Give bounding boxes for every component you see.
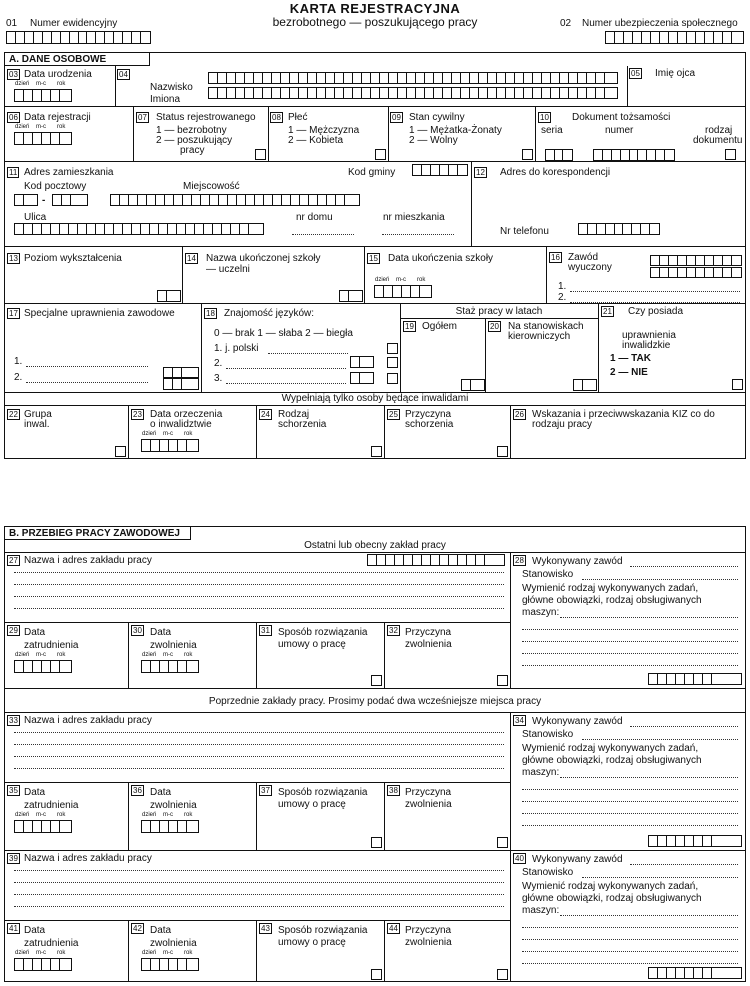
employer-address-line[interactable] bbox=[14, 756, 504, 757]
hire-date-label: zatrudnienia bbox=[24, 640, 79, 651]
profession-boxes-1[interactable] bbox=[650, 255, 742, 266]
hire-date-boxes[interactable]: dzień m-c rok bbox=[14, 652, 74, 674]
birth-date-label: Data urodzenia bbox=[24, 69, 92, 80]
last-employer-header: Ostatni lub obecny zakład pracy bbox=[304, 540, 446, 551]
position-label: Stanowisko bbox=[522, 867, 574, 878]
names-label: Imiona bbox=[150, 94, 181, 105]
father-name-label: Imię ojca bbox=[655, 68, 696, 79]
termination-label: Sposób rozwiązania bbox=[278, 925, 368, 936]
marital-box[interactable] bbox=[522, 149, 533, 160]
reason-box[interactable] bbox=[497, 837, 508, 848]
employer-address-line[interactable] bbox=[14, 894, 504, 895]
job-code-boxes[interactable] bbox=[648, 673, 742, 685]
disability-label: Czy posiada bbox=[628, 306, 684, 317]
dismissal-date-label: zwolnienia bbox=[150, 938, 197, 949]
dismissal-date-label: zwolnienia bbox=[150, 800, 197, 811]
total-exp-label: Ogółem bbox=[422, 321, 458, 332]
position-label: Stanowisko bbox=[522, 729, 574, 740]
termination-box[interactable] bbox=[371, 837, 382, 848]
mgmt-exp-label: Na stanowiskach bbox=[508, 321, 584, 332]
job-code-boxes[interactable] bbox=[648, 835, 742, 847]
work-experience-label: Staż pracy w latach bbox=[455, 306, 543, 317]
f01-label: Numer ewidencyjny bbox=[30, 18, 118, 29]
id-doc-label: Dokument tożsamości bbox=[572, 112, 671, 123]
dismissal-reason-label: Przyczyna bbox=[405, 787, 452, 798]
termination-box[interactable] bbox=[371, 675, 382, 686]
employer-name-label: Nazwa i adres zakładu pracy bbox=[24, 853, 152, 864]
job-label: Wykonywany zawód bbox=[532, 854, 623, 865]
evid-number-boxes[interactable] bbox=[6, 31, 151, 44]
id-type-box[interactable] bbox=[725, 149, 736, 160]
birth-date-boxes[interactable]: dzień m-c rok bbox=[14, 81, 74, 103]
disability-group-label: Grupa bbox=[24, 409, 52, 420]
employer-name-label: Nazwa i adres zakładu pracy bbox=[24, 715, 152, 726]
ss-number-boxes[interactable] bbox=[605, 31, 744, 44]
id-number-boxes[interactable] bbox=[593, 149, 675, 161]
marital-label: Stan cywilny bbox=[409, 112, 465, 123]
surname-label: Nazwisko bbox=[150, 82, 193, 93]
f02-label: Numer ubezpieczenia społecznego bbox=[582, 18, 738, 29]
section-a-title: A. DANE OSOBOWE bbox=[9, 54, 107, 65]
languages-label: Znajomość języków: bbox=[224, 308, 315, 319]
school-boxes[interactable] bbox=[339, 290, 363, 302]
address-label: Adres zamieszkania bbox=[24, 167, 114, 178]
town-boxes[interactable] bbox=[110, 194, 360, 206]
employer-address-line[interactable] bbox=[14, 584, 504, 585]
names-boxes[interactable] bbox=[208, 87, 618, 99]
f01-num: 01 bbox=[6, 18, 18, 29]
kiz-label: Wskazania i przeciwwskazania KIZ co do bbox=[532, 409, 715, 420]
reg-date-boxes[interactable]: dzień m-c rok bbox=[14, 124, 74, 146]
school-name-label: Nazwa ukończonej szkoły bbox=[206, 253, 321, 264]
employer-address-line[interactable] bbox=[14, 596, 504, 597]
job-label: Wykonywany zawód bbox=[532, 556, 623, 567]
grad-date-label: Data ukończenia szkoły bbox=[388, 253, 494, 264]
dismissal-reason-label: Przyczyna bbox=[405, 925, 452, 936]
employer-address-line[interactable] bbox=[14, 732, 504, 733]
termination-box[interactable] bbox=[371, 969, 382, 980]
flat-no-field[interactable] bbox=[382, 234, 454, 235]
job-code-boxes[interactable] bbox=[648, 967, 742, 979]
grad-date-boxes[interactable]: dzień m-c rok bbox=[374, 277, 434, 299]
sex-label: Płeć bbox=[288, 112, 308, 123]
dismissal-date-boxes[interactable]: dzień m-c rok bbox=[141, 950, 201, 972]
termination-label: Sposób rozwiązania bbox=[278, 627, 368, 638]
special-quals-label: Specjalne uprawnienia zawodowe bbox=[24, 308, 175, 319]
employer-address-line[interactable] bbox=[14, 608, 504, 609]
phone-boxes[interactable] bbox=[578, 223, 660, 235]
commune-code-boxes[interactable] bbox=[412, 164, 468, 176]
postcode-boxes-1[interactable] bbox=[14, 194, 38, 206]
reg-date-label: Data rejestracji bbox=[24, 112, 91, 123]
reason-box[interactable] bbox=[497, 969, 508, 980]
position-label: Stanowisko bbox=[522, 569, 574, 580]
employer-address-line[interactable] bbox=[14, 572, 504, 573]
sex-box[interactable] bbox=[375, 149, 386, 160]
termination-label: Sposób rozwiązania bbox=[278, 787, 368, 798]
profession-label: Zawód bbox=[568, 252, 599, 263]
street-boxes[interactable] bbox=[14, 223, 264, 235]
disability-date-boxes[interactable]: dzień m-c rok bbox=[141, 431, 201, 453]
mgmt-exp-boxes[interactable] bbox=[573, 379, 597, 391]
corr-address-label: Adres do korespondencji bbox=[500, 167, 611, 178]
education-label: Poziom wykształcenia bbox=[24, 253, 122, 264]
postcode-boxes-2[interactable] bbox=[52, 194, 88, 206]
employer-address-line[interactable] bbox=[14, 870, 504, 871]
job-label: Wykonywany zawód bbox=[532, 716, 623, 727]
f02-num: 02 bbox=[560, 18, 572, 29]
illness-type-label: Rodzaj bbox=[278, 409, 310, 420]
employer-address-line[interactable] bbox=[14, 768, 504, 769]
dismissal-date-label: zwolnienia bbox=[150, 640, 197, 651]
employer-address-line[interactable] bbox=[14, 906, 504, 907]
form-subtitle: bezrobotnego — poszukującego pracy bbox=[272, 15, 478, 29]
house-no-field[interactable] bbox=[292, 234, 354, 235]
section-b-title: B. PRZEBIEG PRACY ZAWODOWEJ bbox=[9, 528, 180, 539]
employer-name-label: Nazwa i adres zakładu pracy bbox=[24, 555, 152, 566]
employer-name-boxes[interactable] bbox=[367, 554, 505, 566]
status-box[interactable] bbox=[255, 149, 266, 160]
surname-boxes[interactable] bbox=[208, 72, 618, 84]
disabled-only-label: Wypełniają tylko osoby będące inwalidami bbox=[281, 393, 469, 404]
total-exp-boxes[interactable] bbox=[461, 379, 485, 391]
employer-address-line[interactable] bbox=[14, 744, 504, 745]
hire-date-label: zatrudnienia bbox=[24, 800, 79, 811]
dismissal-date-boxes[interactable]: dzień m-c rok bbox=[141, 652, 201, 674]
status-label: Status rejestrowanego bbox=[156, 112, 256, 123]
education-boxes[interactable] bbox=[157, 290, 181, 302]
hire-date-boxes[interactable]: dzień m-c rok bbox=[14, 950, 74, 972]
illness-cause-label: Przyczyna bbox=[405, 409, 452, 420]
previous-employers-header: Poprzednie zakłady pracy. Prosimy podać dwa wcześniejsze miejsca pracy bbox=[208, 696, 542, 707]
id-series-boxes[interactable] bbox=[545, 149, 573, 161]
dismissal-reason-label: Przyczyna bbox=[405, 627, 452, 638]
disability-date-label: Data orzeczenia bbox=[150, 409, 223, 420]
dismissal-date-boxes[interactable]: dzień m-c rok bbox=[141, 812, 201, 834]
hire-date-boxes[interactable]: dzień m-c rok bbox=[14, 812, 74, 834]
profession-boxes-2[interactable] bbox=[650, 267, 742, 278]
disability-box[interactable] bbox=[732, 379, 743, 390]
hire-date-label: zatrudnienia bbox=[24, 938, 79, 949]
employer-address-line[interactable] bbox=[14, 882, 504, 883]
form-title: KARTA REJESTRACYJNA bbox=[289, 1, 461, 16]
reason-box[interactable] bbox=[497, 675, 508, 686]
